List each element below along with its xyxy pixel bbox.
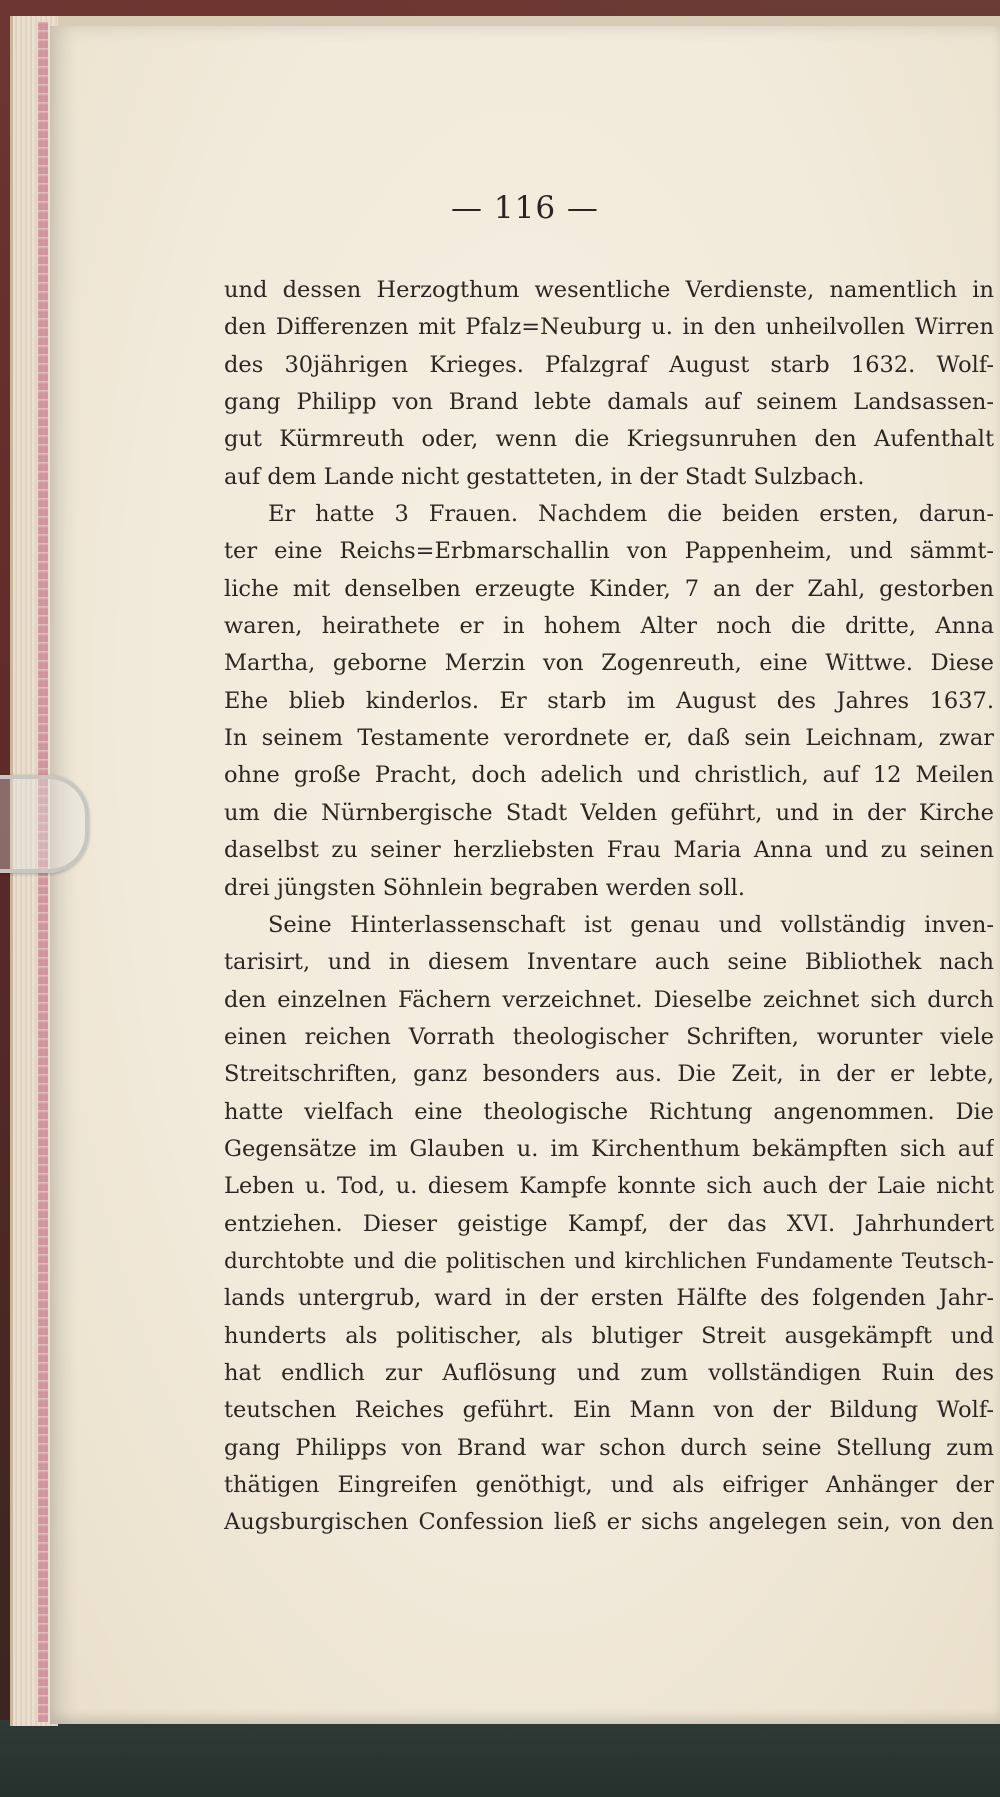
text-line: Streitschriften, ganz besonders aus. Die Zeit, in der er lebte, xyxy=(224,1061,994,1088)
text-line: auf dem Lande nicht gestatteten, in der Stadt Sulzbach. xyxy=(224,463,865,490)
text-line: Ehe blieb kinderlos. Er starb im August des Jahres 1637. xyxy=(224,687,994,714)
text-line: Seine Hinterlassenschaft ist genau und vollständig inven- xyxy=(268,911,994,938)
text-line: gut Kürmreuth oder, wenn die Kriegsunruhen den Aufenthalt xyxy=(224,426,994,453)
text-line: daselbst zu seiner herzliebsten Frau Maria Anna und zu seinen xyxy=(224,837,994,864)
text-line: Gegensätze im Glauben u. im Kirchenthum bekämpften sich auf xyxy=(224,1135,994,1162)
text-line: In seinem Testamente verordnete er, daß sein Leichnam, zwar xyxy=(224,725,994,752)
text-line: gang Philipps von Brand war schon durch seine Stellung zum xyxy=(224,1434,994,1461)
text-line: ter eine Reichs=Erbmarschallin von Pappenheim, und sämmt- xyxy=(224,538,994,565)
text-line: Martha, geborne Merzin von Zogenreuth, eine Wittwe. Diese xyxy=(224,650,994,677)
text-line: des 30jährigen Krieges. Pfalzgraf August starb 1632. Wolf- xyxy=(224,351,994,378)
book-cover-edge xyxy=(0,1720,1000,1797)
text-line: liche mit denselben erzeugte Kinder, 7 an der Zahl, gestorben xyxy=(224,575,994,602)
page-clip xyxy=(0,775,89,873)
text-line: durchtobte und die politischen und kirchlichen Fundamente Teutsch- xyxy=(224,1248,994,1274)
page-number-header: — 116 — xyxy=(451,190,599,226)
body-text xyxy=(224,272,994,1542)
text-line: den Differenzen mit Pfalz=Neuburg u. in den unheilvollen Wirren xyxy=(224,314,994,341)
text-line: hat endlich zur Auflösung und zum vollständigen Ruin des xyxy=(224,1359,994,1386)
text-line: und dessen Herzogthum wesentliche Verdienste, namentlich in xyxy=(224,277,994,303)
text-line: tarisirt, und in diesem Inventare auch seine Bibliothek nach xyxy=(224,949,994,976)
book-page xyxy=(50,26,1000,1724)
text-line: den einzelnen Fächern verzeichnet. Dieselbe zeichnet sich durch xyxy=(224,986,994,1013)
text-line: ohne große Pracht, doch adelich und christlich, auf 12 Meilen xyxy=(224,762,994,789)
text-line: teutschen Reiches geführt. Ein Mann von der Bildung Wolf- xyxy=(224,1397,994,1424)
text-line: gang Philipp von Brand lebte damals auf seinem Landsassen- xyxy=(224,389,994,416)
text-line: lands untergrub, ward in der ersten Hälfte des folgenden Jahr- xyxy=(224,1285,994,1312)
text-line: um die Nürnbergische Stadt Velden geführt, und in der Kirche xyxy=(224,799,994,826)
text-line: Leben u. Tod, u. diesem Kampfe konnte sich auch der Laie nicht xyxy=(224,1173,994,1200)
text-line: einen reichen Vorrath theologischer Schriften, worunter viele xyxy=(224,1023,994,1050)
text-line: drei jüngsten Söhnlein begraben werden soll. xyxy=(224,874,746,901)
text-line: thätigen Eingreifen genöthigt, und als eifriger Anhänger der xyxy=(224,1472,994,1498)
text-line: hunderts als politischer, als blutiger Streit ausgekämpft und xyxy=(224,1322,994,1349)
text-line: Er hatte 3 Frauen. Nachdem die beiden ersten, darun- xyxy=(268,501,994,528)
text-line: waren, heirathete er in hohem Alter noch die dritte, Anna xyxy=(224,613,994,640)
text-line: hatte vielfach eine theologische Richtung angenommen. Die xyxy=(224,1098,994,1125)
text-line: entziehen. Dieser geistige Kampf, der das XVI. Jahrhundert xyxy=(224,1210,994,1237)
text-line: Augsburgischen Confession ließ er sichs angelegen sein, von den xyxy=(224,1509,994,1536)
